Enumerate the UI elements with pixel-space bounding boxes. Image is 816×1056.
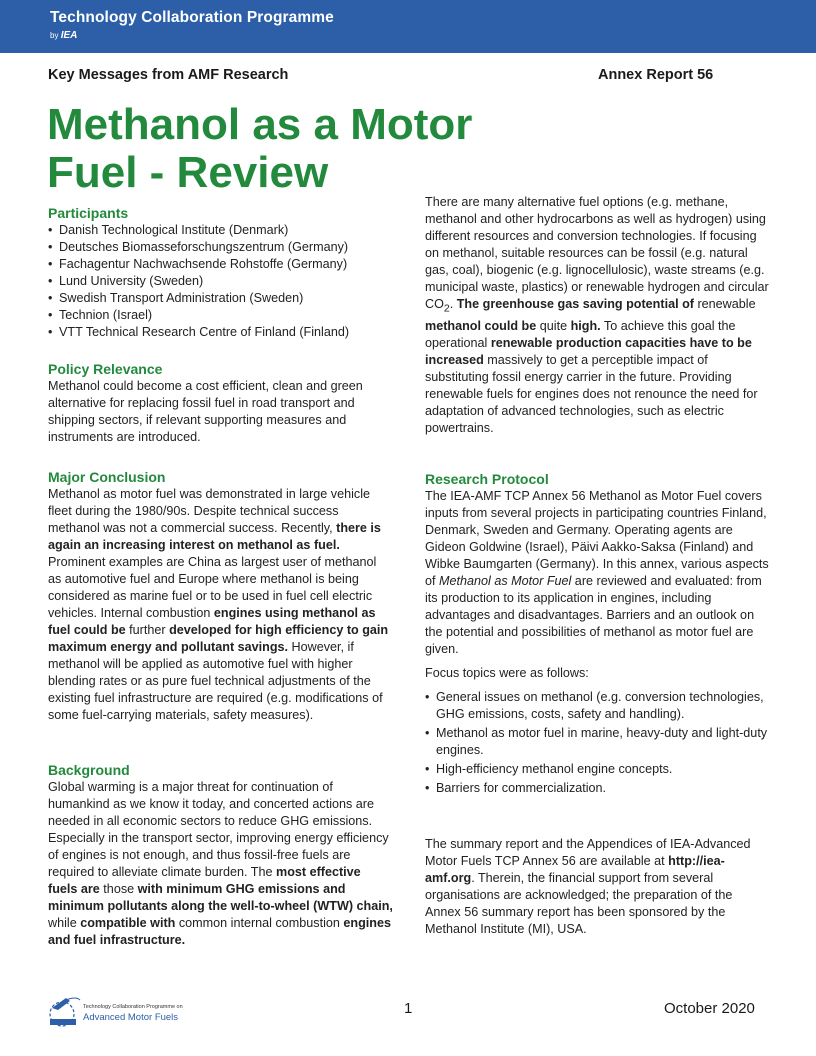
major-conclusion-heading: Major Conclusion [48,469,166,485]
participants-heading: Participants [48,205,129,221]
iea-logo: IEA [60,30,78,41]
major-conclusion-text: Methanol as motor fuel was demonstrated in large vehicle fleet during the 1980/90s. Despite technical success methanol was not a commercial success. Recently, there is again an increasing interest on methanol as fuel. Prominent examples are China as largest user of methanol as automotive fuel and Europe where methanol is being considered as marine fuel or to be used in fuel cell electric vehicles. Internal combustion engines using methanol as fuel could be further developed for high efficiency to gain maximum energy and pollutant savings. However, if methanol will be applied as automotive fuel with higher blending rates or as pure fuel technical adjustments of the existing fuel infrastructure are required (e.g. modifications of some fuel-carrying materials, safety measures). [48,487,389,722]
research-protocol-heading: Research Protocol [425,470,549,487]
amf-website-link[interactable]: http://iea-amf.org [425,853,725,885]
intro-text: There are many alternative fuel options (e.g. methane, methanol and other hydrocarbons as well as hydrogen) using different resources and conversion technologies. If focusing on methanol, suitable resources can be fossil (e.g. natural gas, coal), biogenic (e.g. lignocellulosic), waste streams (e.g. municipal waste, plastics) or renewable hydrogen and circular $CO_2$. The greenhouse gas saving potential of renewable methanol could be quite high. To achieve this goal the operational renewable production capacities have to be increased massively to get a perceptible impact of substituting fossil energy carrier in the future. Providing renewable fuels for engines does not renounce the need for adaptation of advanced technologies, such as electric powertrains. [425,195,769,435]
publication-date: October 2020 [664,1000,755,1017]
amf-logo [46,992,196,1030]
left-column [48,204,393,949]
policy-relevance-text: Methanol could become a cost efficient, clean and green alternative for replacing fossil fuel in road transport and shipping sectors, if relevant supporting measures and instruments are introduced. [48,379,363,444]
page-number: 1 [404,1000,413,1017]
participant-item: • Swedish Transport Administration (Sweden) [48,290,393,307]
banner-byline [50,30,77,41]
banner-title: Technology Collaboration Programme [50,9,334,26]
policy-relevance-heading: Policy Relevance [48,361,163,377]
amf-emblem-icon [46,992,82,1030]
title-line-2: Fuel - Review [47,148,329,197]
participant-item: • Lund University (Sweden) [48,273,393,290]
header-annex-number: Annex Report 56 [598,67,714,83]
background-heading: Background [48,762,130,778]
document-title [47,101,472,197]
focus-topics-intro: Focus topics were as follows: [425,665,589,680]
participant-item: • Deutsches Biomasseforschungszentrum (Germany) [48,239,393,256]
right-column [425,194,770,938]
header-series-title: Key Messages from AMF Research [48,67,289,83]
participant-item: • Fachagentur Nachwachsende Rohstoffe (Germany) [48,256,393,273]
participant-item: • VTT Technical Research Centre of Finland (Finland) [48,324,393,341]
summary-text: The summary report and the Appendices of IEA-Advanced Motor Fuels TCP Annex 56 are available at http://iea-amf.org. Therein, the financial support from several organisations are acknowledged; the preparation of the Annex 56 summary report has been sponsored by the Methanol Institute (MI), USA. [425,836,751,936]
participants-list [48,222,393,341]
background-text: Global warming is a major threat for continuation of humankind as we know it today, and concerted actions are needed in all economic sectors to reduce GHG emissions. Especially in the transport sector, improving energy efficiency of engines is not enough, and thus fossil-free fuels are required to alleviate climate burden. The most effective fuels are those with minimum GHG emissions and minimum pollutants along the well-to-wheel (WTW) chain, while compatible with common internal combustion engines and fuel infrastructure. [48,780,393,947]
participant-item: • Technion (Israel) [48,307,393,324]
banner-by: by [50,31,59,40]
focus-topic-item: • General issues on methanol (e.g. conversion technologies, GHG emissions, costs, safety and handling). [425,689,770,723]
research-protocol-text: The IEA-AMF TCP Annex 56 Methanol as Motor Fuel covers inputs from several projects in participating countries Finland, Denmark, Sweden and Germany. Operating agents are Gideon Goldwine (Israel), Päivi Aakko-Saksa (Finland) and Wibke Baumgarten (Germany). In this annex, various aspects of Methanol as Motor Fuel are reviewed and evaluated: from its production to its application in engines, including advantages and disadvantages. Barriers and an outlook on the potential and possibilities of methanol as motor fuel are given. [425,488,769,656]
title-line-1: Methanol as a Motor [47,100,473,149]
participant-item: • Danish Technological Institute (Denmark) [48,222,393,239]
logo-line-2: Advanced Motor Fuels [83,1012,179,1023]
focus-topics-list [425,689,770,797]
top-banner [0,0,816,53]
focus-topic-item: • Barriers for commercialization. [425,780,770,797]
logo-line-1: Technology Collaboration Programme on [83,1004,183,1010]
focus-topic-item: • Methanol as motor fuel in marine, heavy-duty and light-duty engines. [425,725,770,759]
focus-topic-item: • High-efficiency methanol engine concepts. [425,761,770,778]
